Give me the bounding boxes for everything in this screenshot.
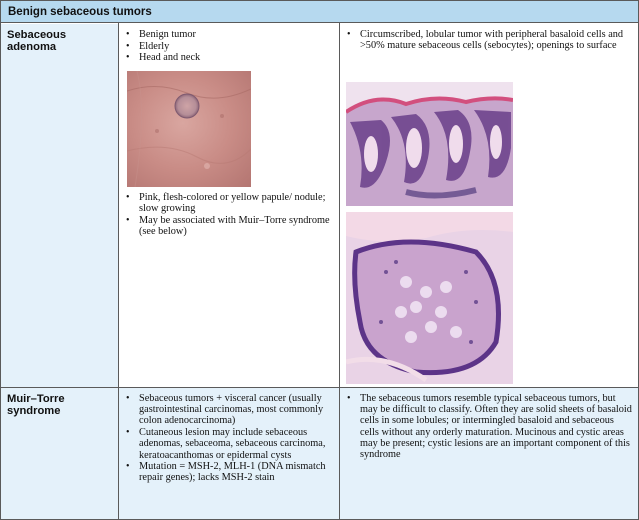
list-item: • Head and neck — [123, 52, 335, 63]
clinical-photo-svg — [127, 71, 251, 187]
list-item: • Circumscribed, lobular tumor with peripheral basaloid cells and >50% mature sebaceous cells (sebocytes); openings to surface — [344, 29, 632, 51]
histology-cell-adenoma — [340, 24, 638, 387]
histology-list — [344, 393, 632, 460]
list-item: • Pink, flesh-colored or yellow papule/ nodule; slow growing — [123, 192, 331, 214]
divider — [1, 387, 638, 388]
list-item: • Benign tumor — [123, 29, 335, 40]
list-item: • Elderly — [123, 41, 335, 52]
row-name-text: Sebaceous adenoma — [7, 29, 67, 53]
histology-list — [344, 29, 632, 51]
clinical-cell-adenoma — [119, 24, 339, 387]
row-name-text: Muir–Torre syndrome — [7, 393, 65, 417]
clinical-list-bottom — [123, 192, 331, 238]
table-header: Benign sebaceous tumors — [1, 1, 638, 23]
clinical-list — [123, 393, 335, 484]
list-item: • Sebaceous tumors + visceral cancer (usually gastrointestinal carcinomas, most commonly colon adenocarcinoma) — [123, 393, 335, 427]
histology-photo-low-svg — [346, 82, 513, 206]
clinical-cell-muir-torre — [119, 388, 339, 519]
histology-cell-muir-torre — [340, 388, 638, 519]
histology-photo-low — [346, 82, 513, 206]
divider — [339, 23, 340, 519]
row-name-muir-torre — [1, 388, 118, 519]
clinical-photo — [127, 71, 251, 187]
list-item: • Mutation = MSH-2, MLH-1 (DNA mismatch repair genes); lacks MSH-2 stain — [123, 461, 335, 483]
histology-photo-high-svg — [346, 212, 513, 384]
list-item: • The sebaceous tumors resemble typical sebaceous tumors, but may be difficult to classify. Often they are solid sheets of basaloid cells in some lobules; or intermingled basaloid and sebaceous cells without any orderly maturation. Mucinous and cystic areas may be present; cystic lesions are an important component of this syndrome — [344, 393, 632, 460]
clinical-list-top — [123, 29, 335, 64]
row-name-sebaceous-adenoma — [1, 24, 118, 387]
list-item: • Cutaneous lesion may include sebaceous adenomas, sebaceoma, sebaceous carcinoma, keratoacanthomas or epidermal cysts — [123, 427, 335, 461]
list-item: • May be associated with Muir–Torre syndrome (see below) — [123, 215, 331, 237]
histology-photo-high — [346, 212, 513, 384]
divider — [118, 23, 119, 519]
